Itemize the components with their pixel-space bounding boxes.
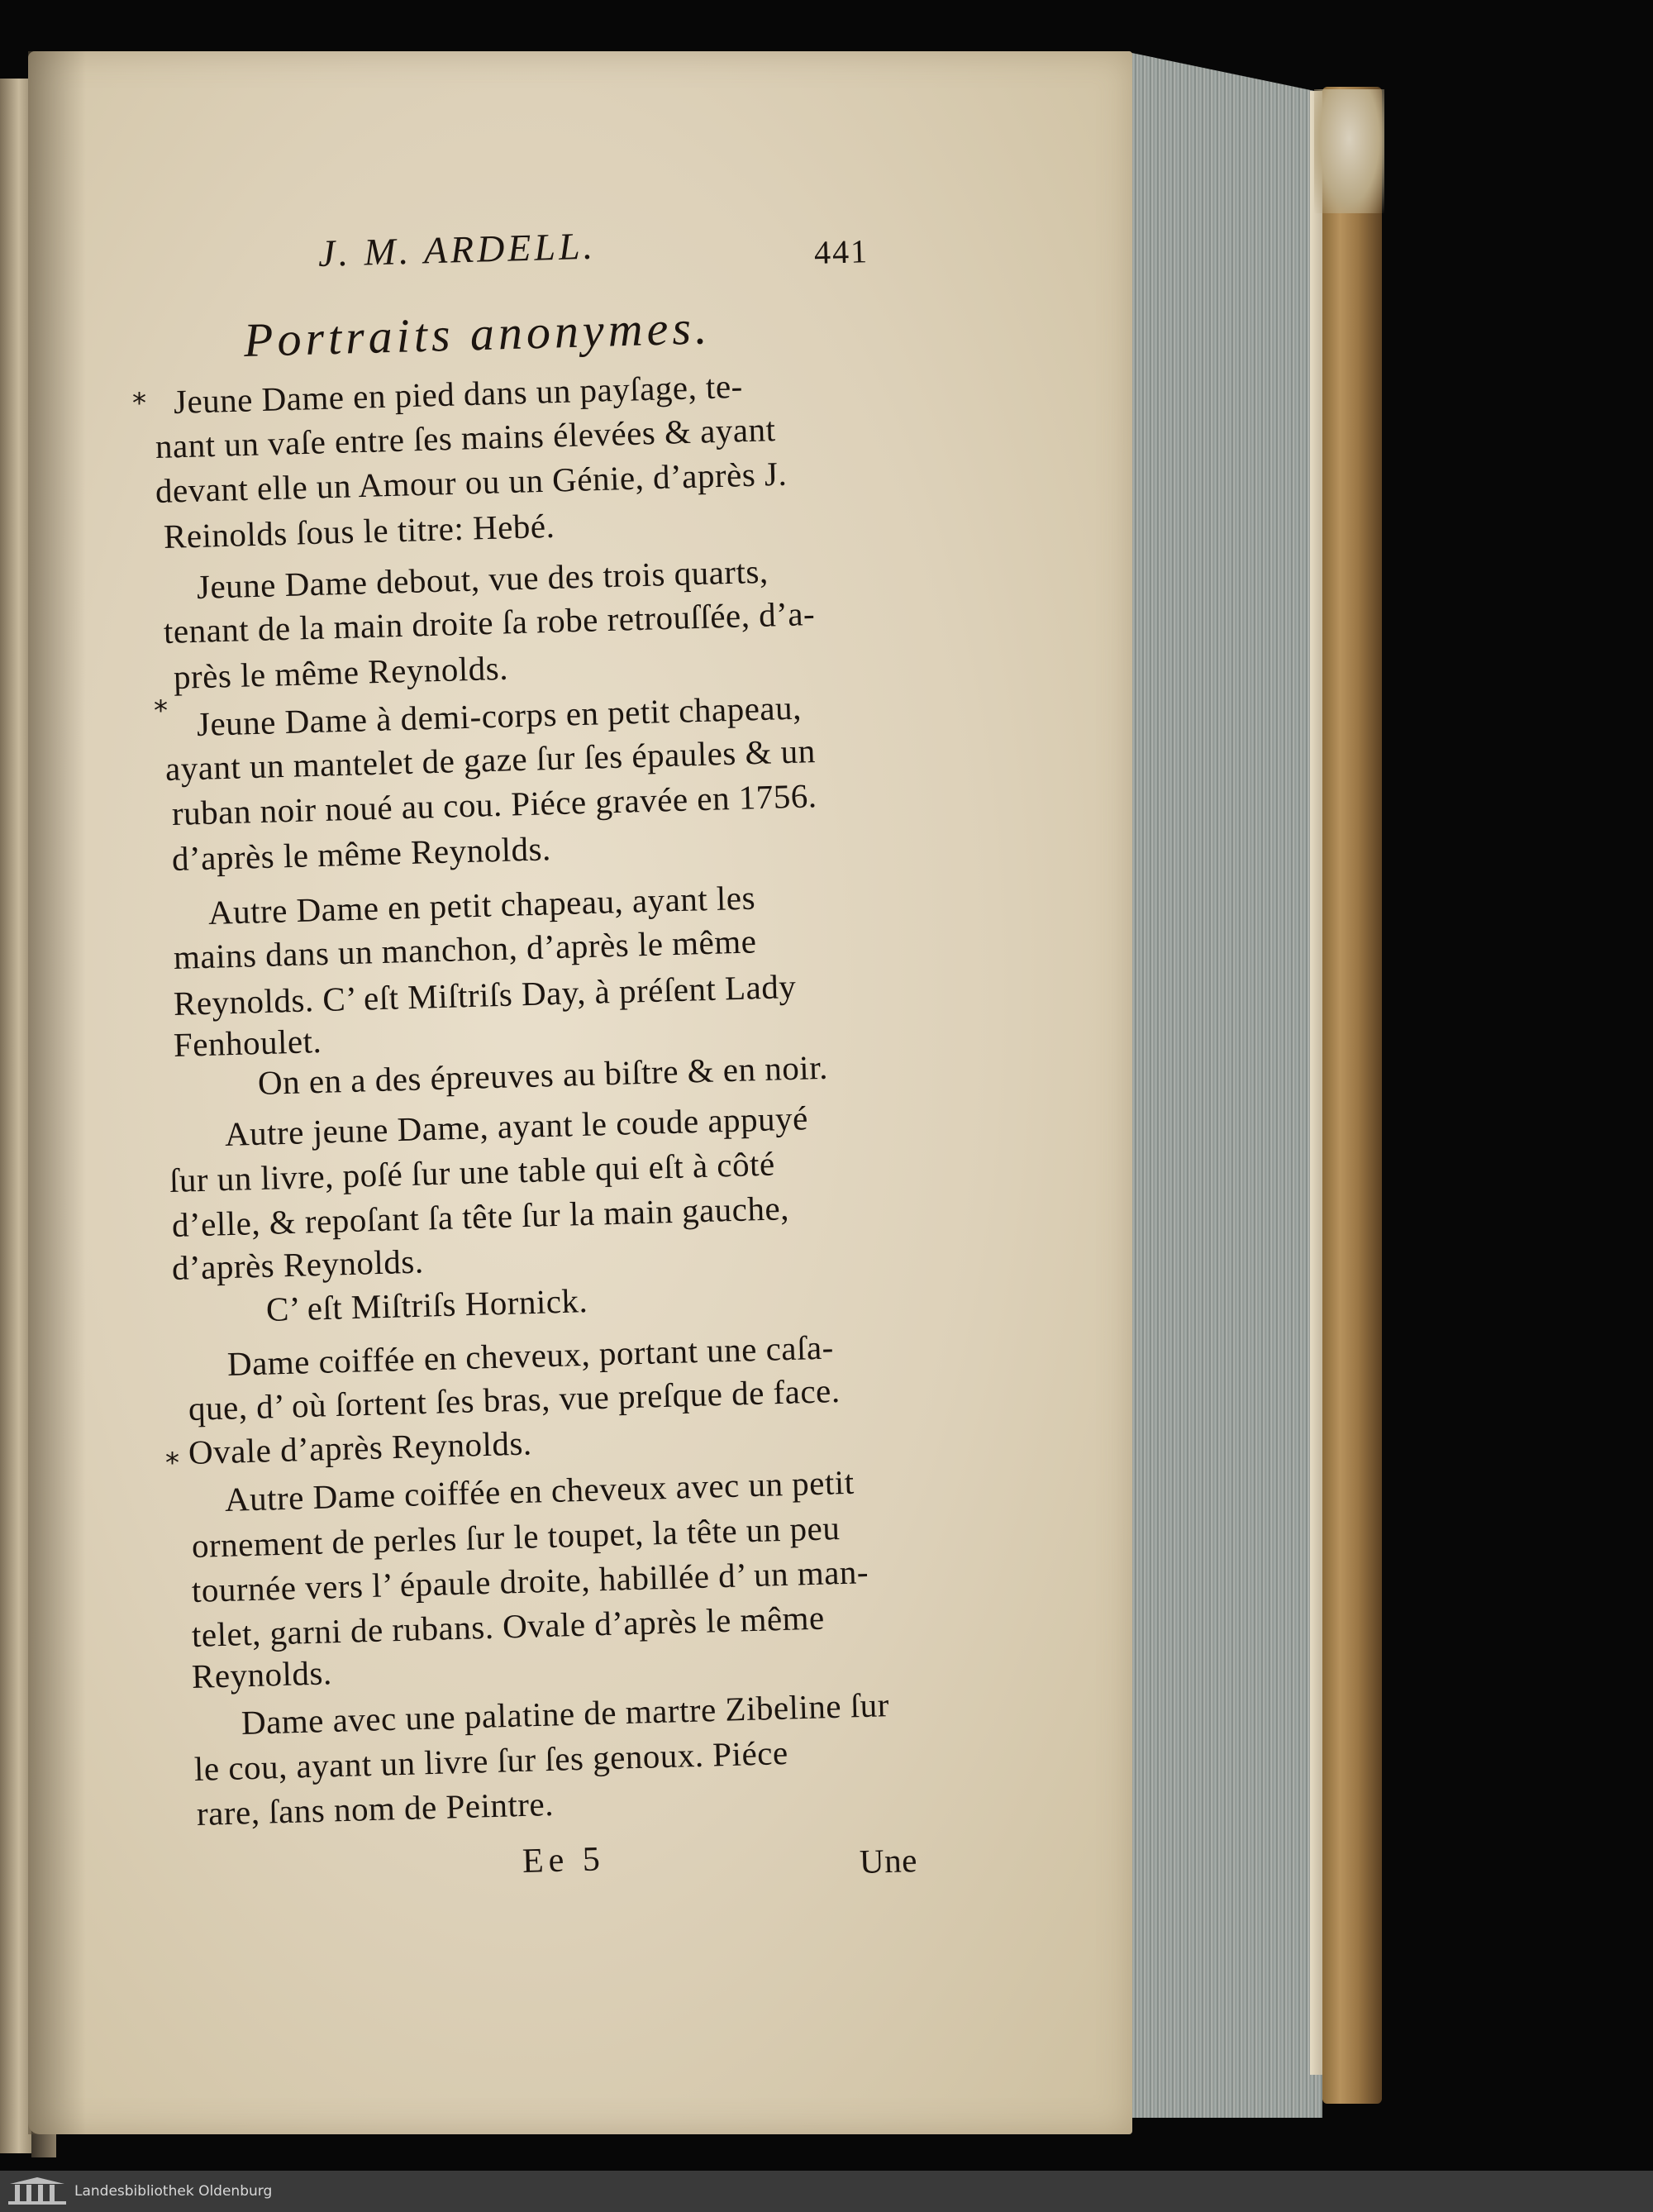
entry-marker: * [132,387,146,420]
text-line: Autre Dame coiffée en cheveux avec un petit [224,1462,855,1518]
text-line: Jeune Dame en pied dans un payſage, te- [173,366,744,421]
text-line: le cou, ayant un livre ſur ſes genoux. Piéce [193,1733,789,1788]
footer-bar [0,2171,1653,2212]
text-line: tenant de la main droite ſa robe retrouſſée, d’a- [163,594,816,651]
text-line: devant elle un Amour ou un Génie, d’après J. [155,454,788,510]
entry-marker: * [154,694,168,727]
text-line: Dame coiffée en cheveux, portant une caſa- [226,1328,835,1383]
page-gutter [28,51,86,2134]
text-line: telet, garni de rubans. Ovale d’après le même [191,1598,826,1654]
section-title: Portraits anonymes. [243,300,712,367]
signature-mark: Ee 5 [522,1840,606,1881]
library-name: Landesbibliothek Oldenburg [74,2183,273,2200]
text-line: On en a des épreuves au biſtre & en noir. [257,1047,829,1102]
text-line: ruban noir noué au cou. Piéce gravée en 1756. [171,776,818,832]
text-line: mains dans un manchon, d’après le même [173,922,757,976]
text-line: ayant un mantelet de gaze ſur ſes épaules & un [164,732,817,788]
text-line: Reynolds. C’ eſt Miſtriſs Day, à préſent Lady [173,966,797,1023]
text-line: Autre Dame en petit chapeau, ayant les [207,878,756,932]
library-building-icon [7,2177,68,2205]
text-line: Dame avec une palatine de martre Zibeline ſur [241,1685,890,1742]
left-page-edge [0,79,31,2153]
text-line: Reinolds ſous le titre: Hebé. [163,506,555,555]
text-line: d’après le même Reynolds. [171,829,552,878]
page-block-edge [1124,51,1322,2118]
page-number: 441 [813,232,869,271]
text-line: Fenhoulet. [173,1022,322,1064]
text-line: ſur un livre, poſé ſur une table qui eſt à côté [169,1144,776,1199]
book-cover-edge [1322,87,1382,2104]
text-line: Autre jeune Dame, ayant le coude appuyé [224,1099,809,1153]
running-head: J. M. ARDELL. [317,224,597,274]
text-line: Reynolds. [191,1653,333,1695]
text-line: tournée vers l’ épaule droite, habillée d’ un man- [191,1552,869,1609]
text-line: C’ eſt Miſtriſs Hornick. [265,1281,588,1328]
catchword: Une [859,1841,918,1881]
text-line: Jeune Dame debout, vue des trois quarts, [196,551,769,606]
text-line: Jeune Dame à demi-corps en petit chapeau, [196,688,803,743]
text-line: nant un vaſe entre ſes mains élevées & ayant [155,410,776,465]
text-line: près le même Reynolds. [173,648,509,696]
text-line: ornement de perles ſur le toupet, la tête un peu [191,1509,841,1565]
text-line: rare, ſans nom de Peintre. [196,1784,555,1833]
entry-marker: * [165,1447,179,1480]
text-line: d’elle, & repoſant ſa tête ſur la main gauche, [171,1189,790,1244]
text-line: d’après Reynolds. [171,1242,425,1287]
cover-corner [1314,89,1384,213]
text-line: que, d’ où ſortent ſes bras, vue preſque de face. [188,1371,841,1428]
text-line: Ovale d’après Reynolds. [188,1423,533,1471]
